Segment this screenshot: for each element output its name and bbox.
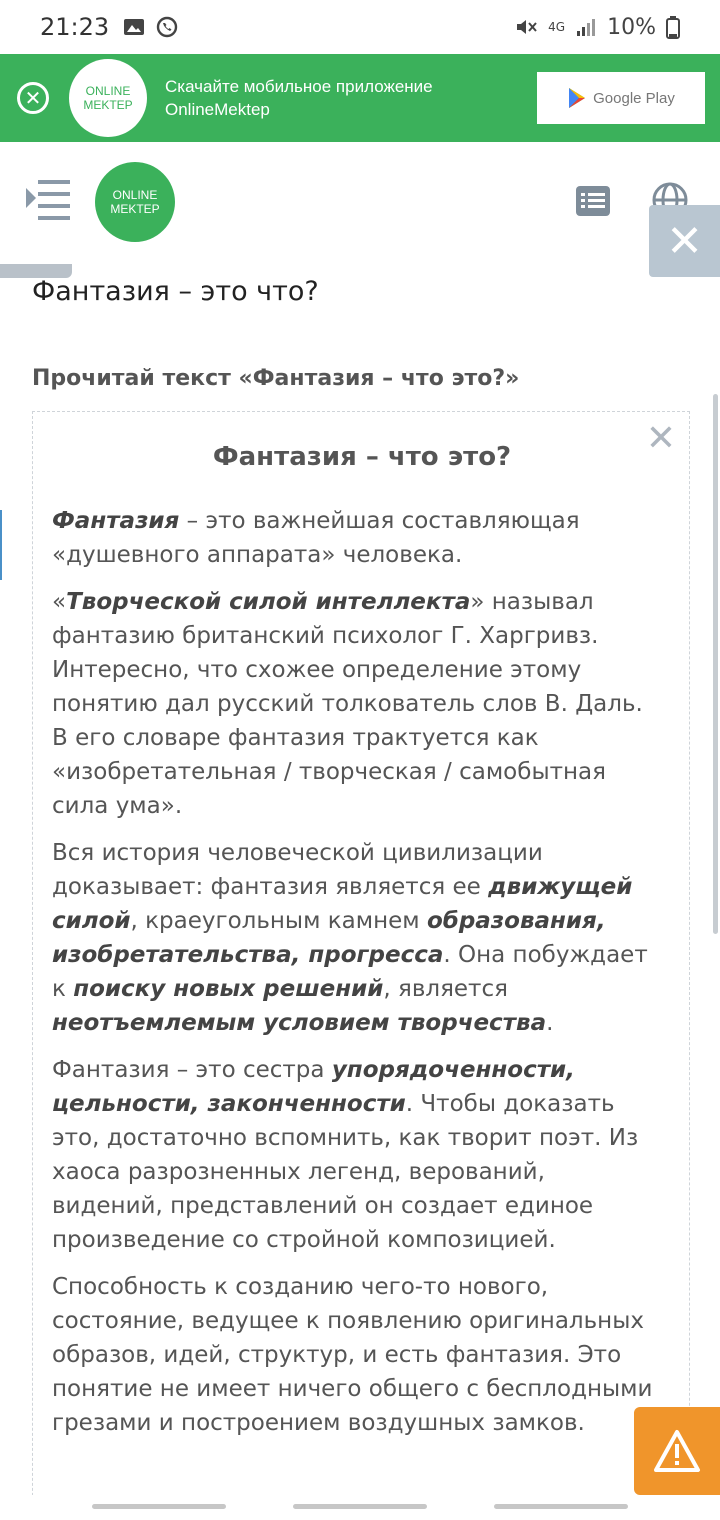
signal-icon [575, 16, 597, 38]
page-title: Фантазия – это что? [32, 276, 319, 307]
battery-icon [666, 15, 680, 39]
mute-icon [514, 15, 538, 39]
site-header [0, 142, 720, 262]
banner-logo: ONLINE MEKTEP [69, 59, 147, 137]
banner-promo-text: Скачайте мобильное приложение OnlineMektep [165, 77, 433, 119]
paragraph-1: Фантазия – это важнейшая составляющая «душевного аппарата» человека. [52, 508, 580, 568]
whatsapp-icon [155, 15, 179, 39]
google-play-button[interactable] [537, 72, 705, 124]
status-time: 21:23 [40, 13, 110, 41]
status-bar [0, 0, 720, 54]
nav-back-button[interactable] [494, 1504, 628, 1509]
task-instruction: Прочитай текст «Фантазия – что это?» [32, 366, 520, 391]
banner-close-icon[interactable]: ✕ [17, 82, 49, 114]
card-close-icon[interactable]: ✕ [645, 418, 676, 459]
card-title: Фантазия – что это? [212, 442, 512, 472]
google-play-label: Google Play [593, 89, 675, 107]
paragraph-3: Вся история человеческой цивилизации доказывает: фантазия является ее движущей силой, краеугольным камнем образования, изобретательства, прогресса. Она побуждает к поиску новых решений, является неотъемлемым условием творчества. [52, 840, 648, 1036]
nav-recents-button[interactable] [92, 1504, 226, 1509]
list-icon[interactable] [576, 186, 610, 216]
google-play-icon [567, 87, 587, 109]
image-icon [123, 17, 145, 37]
left-edge-tab [0, 510, 2, 580]
paragraph-4: Фантазия – это сестра упорядоченности, цельности, законченности. Чтобы доказать это, достаточно вспомнить, как творит поэт. Из хаоса разрозненных легенд, верований, видений, представлений он создает единое произведение со стройной композицией. [52, 1057, 639, 1253]
paragraph-5: Способность к созданию чего-то нового, состояние, ведущее к появлению оригинальных образов, идей, структур, и есть фантазия. Это понятие не имеет ничего общего с бесплодными грезами и построением воздушных замков. [52, 1274, 653, 1436]
overlay-close-button[interactable]: ✕ [649, 205, 720, 277]
battery-percent: 10% [607, 14, 656, 40]
status-right [514, 15, 680, 40]
scrollbar[interactable] [713, 394, 718, 934]
network-type: 4G [548, 20, 566, 34]
warning-icon [653, 1429, 701, 1473]
status-left-icons [123, 15, 179, 39]
report-warning-button[interactable] [634, 1407, 720, 1495]
app-promo-banner [0, 54, 720, 142]
menu-icon[interactable] [24, 178, 72, 222]
card-body [52, 504, 657, 1453]
reading-card [32, 411, 690, 1520]
header-logo[interactable]: ONLINE MEKTEP [95, 162, 175, 242]
system-nav-bar [0, 1495, 720, 1520]
nav-home-button[interactable] [293, 1504, 427, 1509]
paragraph-2: «Творческой силой интеллекта» называл фантазию британский психолог Г. Харгривз. Интересно, что схожее определение этому понятию дал русский толкователь слов В. Даль. В его словаре фантазия трактуется как «изобретательная / творческая / самобытная сила ума». [52, 589, 643, 819]
